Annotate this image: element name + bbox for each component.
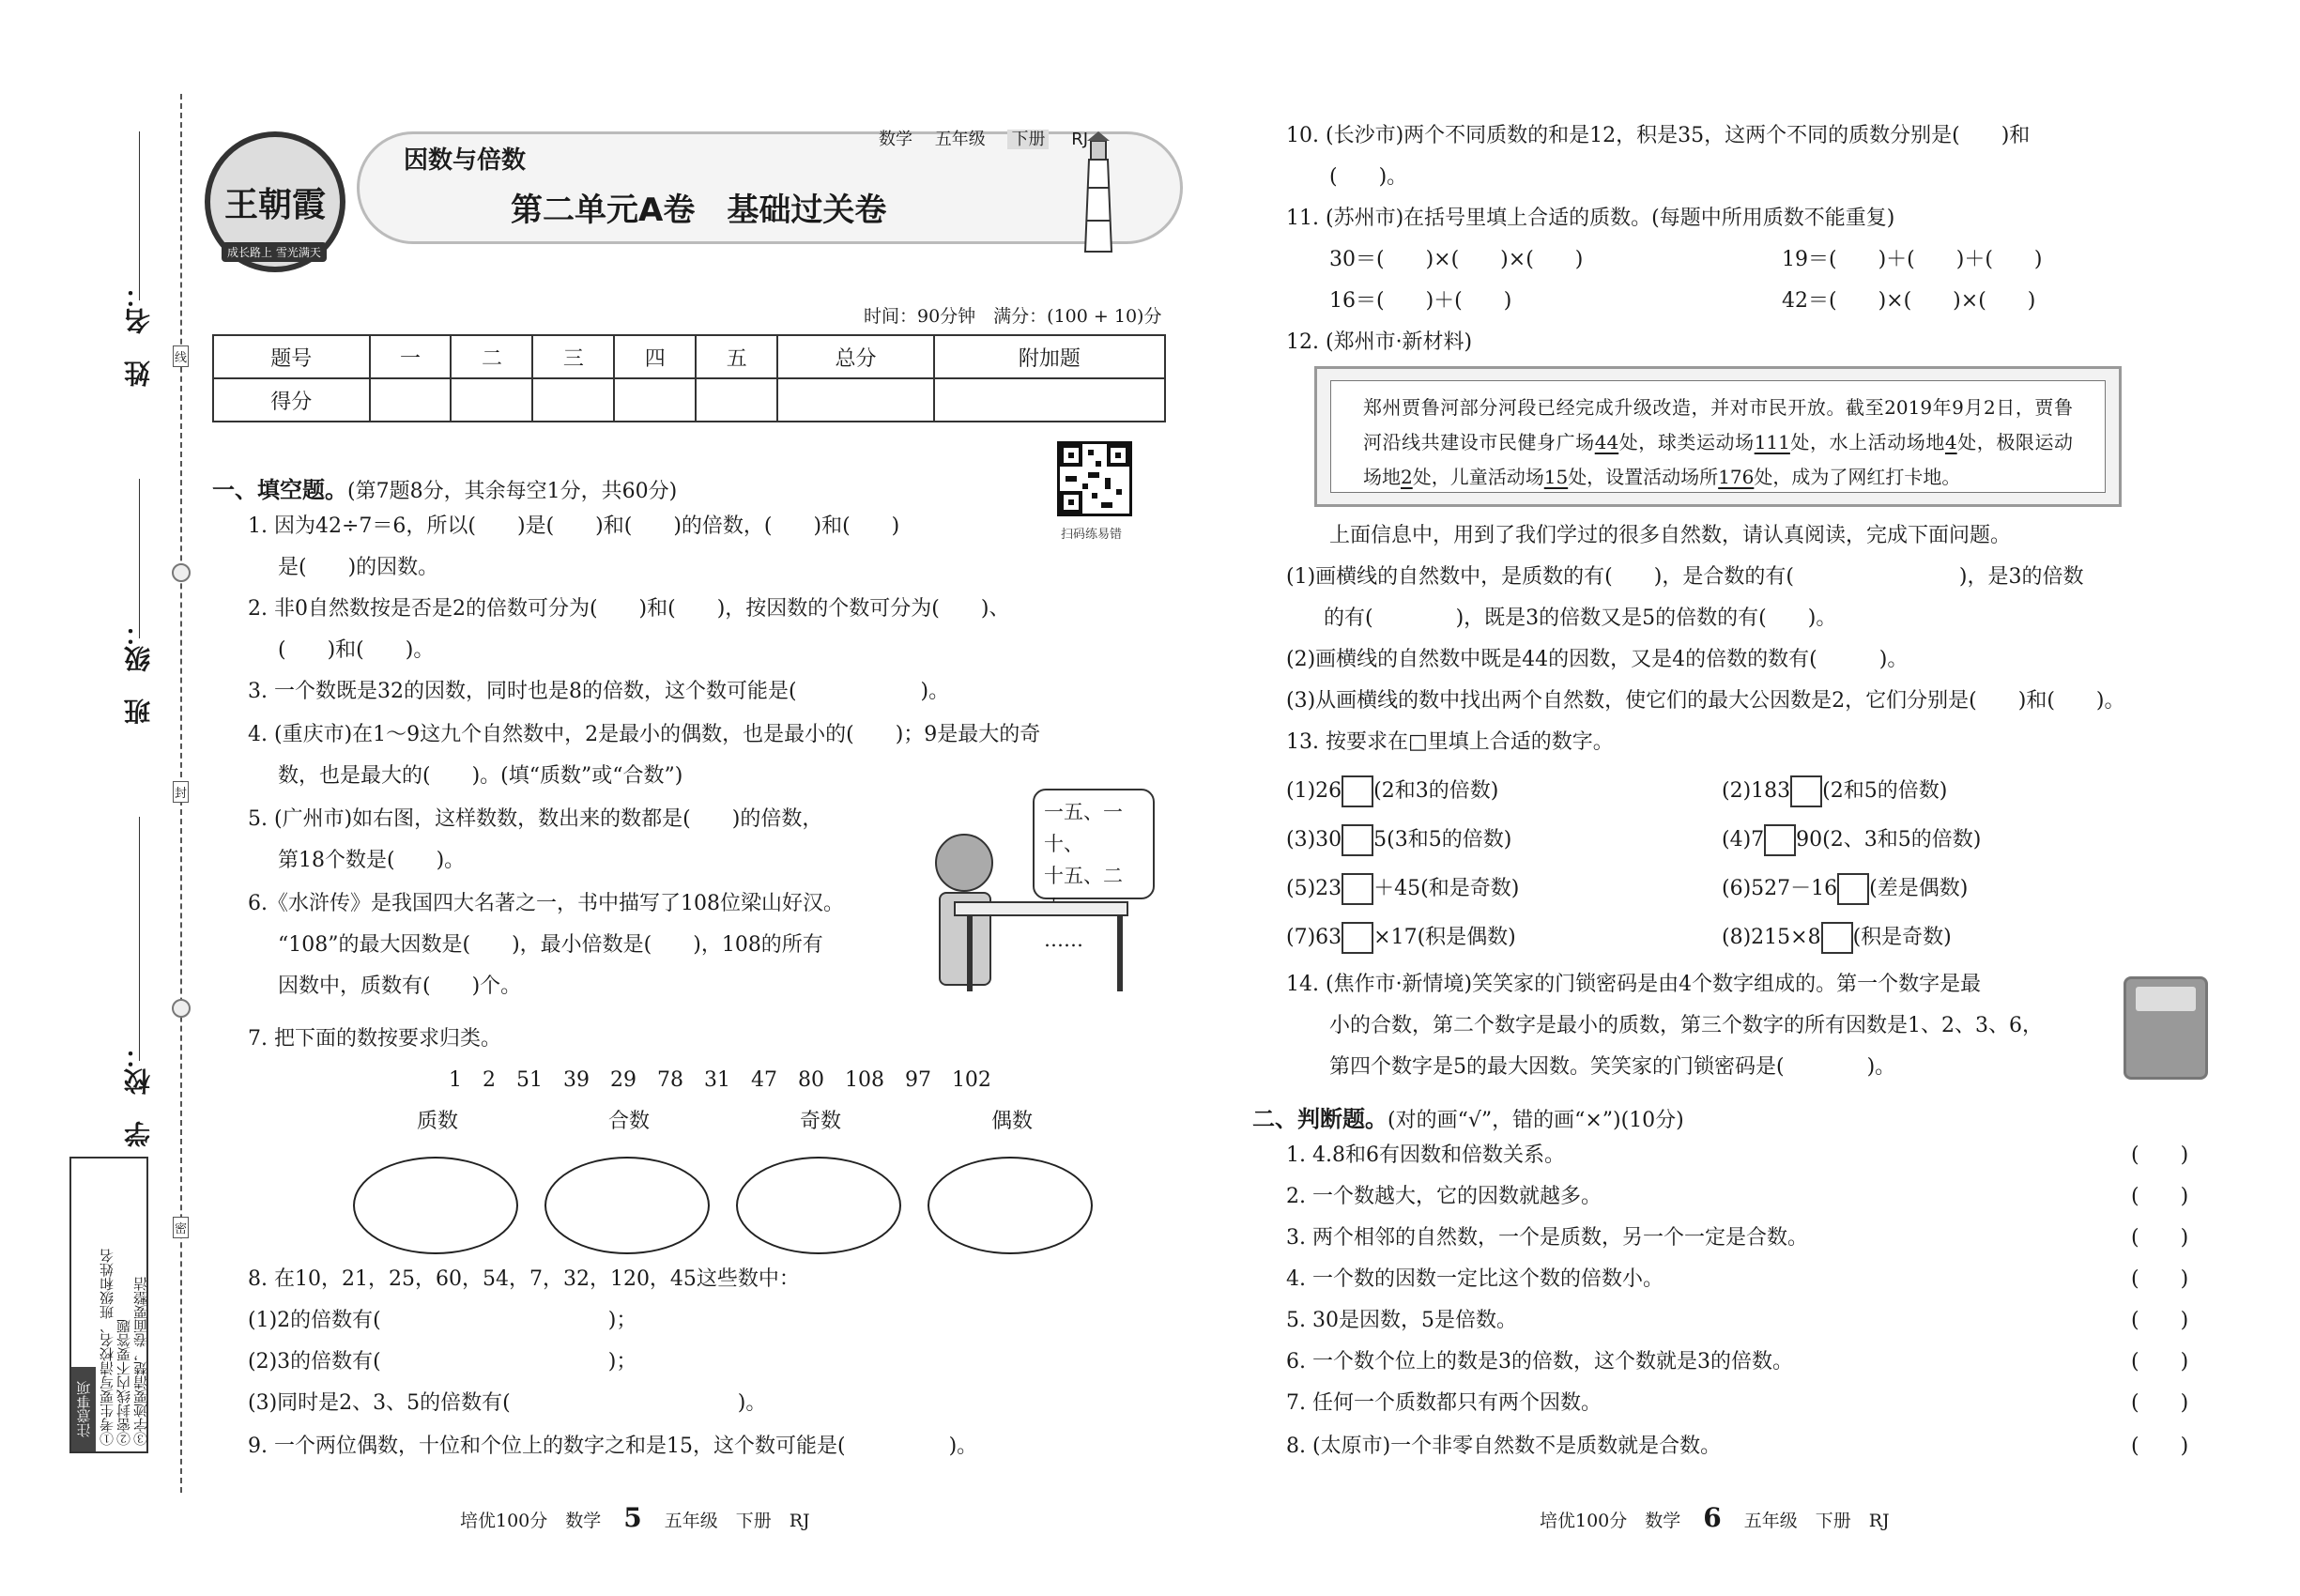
answer-paren[interactable]: ( ) <box>2131 1267 2189 1291</box>
binding-hole <box>172 563 191 582</box>
score-row-label: 得分 <box>213 378 370 422</box>
speech-line: 十五、二 <box>1044 865 1123 887</box>
judge-item: 3. 两个相邻的自然数，一个是质数，另一个一定是合数。 <box>1286 1226 1808 1250</box>
answer-paren[interactable]: ( ) <box>2131 1143 2189 1167</box>
q13-item: (3)30 5(3和5的倍数) <box>1286 824 1511 856</box>
keypad-icon <box>2124 976 2208 1080</box>
score-header-cell: 一 <box>370 335 452 378</box>
q14-line2: 小的合数，第二个数字是最小的质数，第三个数字的所有因数是1、2、3、6， <box>1329 1014 2043 1037</box>
q13-item: (5)23 ＋45(和是奇数) <box>1286 873 1519 905</box>
time-info: 时间：90分钟 满分：(100 + 10)分 <box>864 306 1162 327</box>
digit-box[interactable] <box>1342 873 1373 905</box>
q7-answer-oval[interactable] <box>736 1157 901 1254</box>
q6-line3: 因数中，质数有( )个。 <box>278 974 522 998</box>
q12-part1-line1: (1)画横线的自然数中，是质数的有( )，是合数的有( )，是3的倍数 <box>1286 565 2084 589</box>
q6-line1: 6.《水浒传》是我国四大名著之一，书中描写了108位梁山好汉。 <box>248 892 844 915</box>
speech-line: …… <box>1044 928 1083 951</box>
q7-numbers: 1 2 51 39 29 78 31 47 80 108 97 102 <box>449 1068 991 1092</box>
page-number: 5 <box>623 1502 642 1533</box>
q12: 12. (郑州市·新材料) <box>1286 330 1473 354</box>
keypad-screen-icon <box>2136 987 2196 1011</box>
q8-part2: (2)3的倍数有( )； <box>248 1350 637 1373</box>
note-item: ①考生要写清校名、班级和姓名 <box>99 1249 115 1446</box>
header-meta <box>879 126 1088 150</box>
q5-line2: 第18个数是( )。 <box>278 849 466 872</box>
q2-line2: ( )和( )。 <box>278 638 435 662</box>
underlined-number: 44 <box>1594 431 1619 453</box>
q5-line1: 5. (广州市)如右图，这样数数，数出来的数都是( )的倍数， <box>248 807 823 831</box>
class-field[interactable] <box>139 479 140 638</box>
page-title: 第二单元A卷 基础过关卷 <box>511 192 887 229</box>
footer-grade: 五年级 下册 RJ <box>1743 1511 1890 1531</box>
q7-category-label: 奇数 <box>800 1110 842 1133</box>
footer-grade: 五年级 下册 RJ <box>664 1511 810 1531</box>
q10-line2: ( )。 <box>1329 165 1408 189</box>
score-cell[interactable] <box>696 378 777 422</box>
q7-category-label: 偶数 <box>991 1110 1034 1133</box>
note-item: ③字迹要清楚，卷面要整洁 <box>132 1277 149 1446</box>
q7-category-label: 质数 <box>417 1110 459 1133</box>
q12-part2: (2)画横线的自然数中既是44的因数，又是4的倍数的数有( )。 <box>1286 648 1909 671</box>
school-field[interactable] <box>139 817 140 1061</box>
score-header-cell: 题号 <box>213 335 370 378</box>
answer-paren[interactable]: ( ) <box>2131 1185 2189 1208</box>
judge-item: 5. 30是因数，5是倍数。 <box>1286 1309 1517 1332</box>
score-cell[interactable] <box>777 378 934 422</box>
q13-item: (7)63 ×17(积是偶数) <box>1286 922 1516 954</box>
underlined-number: 4 <box>1944 431 1957 453</box>
q13: 13. 按要求在□里填上合适的数字。 <box>1286 730 1614 754</box>
score-table-score-row <box>213 378 1165 422</box>
q9: 9. 一个两位偶数，十位和个位上的数字之和是15，这个数可能是( )。 <box>248 1435 978 1458</box>
judge-item: 8. (太原市)一个非零自然数不是质数就是合数。 <box>1286 1435 1722 1458</box>
underlined-number: 111 <box>1754 431 1790 453</box>
q13-item: (2)183 (2和5的倍数) <box>1722 775 1947 807</box>
answer-paren[interactable]: ( ) <box>2131 1309 2189 1332</box>
q4-line2: 数，也是最大的( )。(填“质数”或“合数”) <box>278 764 683 788</box>
school-label: 学 校： <box>123 1042 154 1147</box>
q11-part1: 30＝( )×( )×( ) <box>1329 248 1584 271</box>
q8-part3: (3)同时是2、3、5的倍数有( )。 <box>248 1391 767 1415</box>
digit-box[interactable] <box>1764 824 1796 856</box>
answer-paren[interactable]: ( ) <box>2131 1226 2189 1250</box>
q8-part1: (1)2的倍数有( )； <box>248 1309 637 1332</box>
desk-leg-icon <box>1117 916 1123 991</box>
cut-mark-line: 线 <box>173 345 189 367</box>
judge-item: 2. 一个数越大，它的因数就越多。 <box>1286 1185 1602 1208</box>
speech-line: 一五、一十、 <box>1044 801 1123 855</box>
q12-intro: 上面信息中，用到了我们学过的很多自然数，请认真阅读，完成下面问题。 <box>1329 524 2012 547</box>
underlined-number: 176 <box>1718 466 1755 488</box>
cut-mark-close: 密 <box>173 1217 189 1238</box>
judge-item: 4. 一个数的因数一定比这个数的倍数小。 <box>1286 1267 1664 1291</box>
q12-part1-line2: 的有( )，既是3的倍数又是5的倍数的有( )。 <box>1324 606 1837 630</box>
footer-left <box>460 1502 810 1533</box>
q3: 3. 一个数既是32的因数，同时也是8的倍数，这个数可能是( )。 <box>248 680 950 703</box>
q7-category-label: 合数 <box>608 1110 651 1133</box>
digit-box[interactable] <box>1342 824 1373 856</box>
score-header-cell: 三 <box>532 335 614 378</box>
answer-paren[interactable]: ( ) <box>2131 1435 2189 1458</box>
child-counting-icon <box>935 834 993 892</box>
section1-title: 一、填空题。(第7题8分，其余每空1分，共60分) <box>212 477 678 503</box>
q6-line2: “108”的最大因数是( )，最小倍数是( )，108的所有 <box>278 933 823 957</box>
class-label: 班 级： <box>123 620 154 725</box>
underlined-number: 15 <box>1543 466 1569 488</box>
q13-item: (1)26 (2和3的倍数) <box>1286 775 1498 807</box>
score-cell[interactable] <box>934 378 1165 422</box>
score-header-cell: 五 <box>696 335 777 378</box>
desk-leg-icon <box>967 916 973 991</box>
q7-answer-oval[interactable] <box>928 1157 1093 1254</box>
digit-box[interactable] <box>1837 873 1869 905</box>
q11-part2: 19＝( )＋( )＋( ) <box>1782 248 2043 271</box>
q13-item: (4)7 90(2、3和5的倍数) <box>1722 824 1981 856</box>
meta-grade: 五年级 <box>934 130 986 149</box>
meta-term: 下册 <box>1007 130 1049 149</box>
page-number: 6 <box>1703 1502 1722 1533</box>
digit-box[interactable] <box>1342 775 1373 807</box>
q11-part4: 42＝( )×( )×( ) <box>1782 289 2036 313</box>
binding-hole <box>172 999 191 1018</box>
score-cell[interactable] <box>532 378 614 422</box>
q7: 7. 把下面的数按要求归类。 <box>248 1027 501 1051</box>
q14-line3: 第四个数字是5的最大因数。笑笑家的门锁密码是( )。 <box>1329 1055 1896 1079</box>
digit-box[interactable] <box>1790 775 1822 807</box>
q13-item: (8)215×8 (积是奇数) <box>1722 922 1952 954</box>
score-header-cell: 总分 <box>777 335 934 378</box>
footer-brand: 培优100分 数学 <box>460 1511 602 1531</box>
digit-box[interactable] <box>1342 922 1373 954</box>
score-table-header-row <box>213 335 1165 378</box>
q4-line1: 4. (重庆市)在1～9这九个自然数中，2是最小的偶数，也是最小的( )；9是最大的奇 <box>248 723 1041 746</box>
judge-item: 7. 任何一个质数都只有两个因数。 <box>1286 1391 1602 1415</box>
score-header-cell: 二 <box>451 335 532 378</box>
note-item: ②密封线内不要答题 <box>115 1319 132 1446</box>
underlined-number: 2 <box>1401 466 1413 488</box>
q11: 11. (苏州市)在括号里填上合适的质数。(每题中所用质数不能重复) <box>1286 207 1895 230</box>
meta-subject: 数学 <box>879 130 912 149</box>
judge-item: 6. 一个数个位上的数是3的倍数，这个数就是3的倍数。 <box>1286 1350 1793 1373</box>
qr-caption: 扫码练易错 <box>1061 528 1123 542</box>
score-cell[interactable] <box>370 378 452 422</box>
score-cell[interactable] <box>614 378 696 422</box>
cut-mark-seal: 封 <box>173 781 189 803</box>
footer-brand: 培优100分 数学 <box>1540 1511 1681 1531</box>
info-text: 郑州贾鲁河部分河段已经完成升级改造，并对市民开放。截至2019年9月2日，贾鲁河沿线共建设市民健身广场44处，球类运动场111处，水上活动场地4处，极限运动场地2处，儿童活动场15处，设置活动场所176处，成为了网红打卡地。 <box>1330 380 2106 493</box>
logo-slogan: 成长路上 雪光满天 <box>222 242 327 262</box>
judge-item: 1. 4.8和6有因数和倍数关系。 <box>1286 1143 1565 1167</box>
unit-topic: 因数与倍数 <box>404 146 527 175</box>
brand-logo: 王朝霞 <box>205 131 345 272</box>
name-field[interactable] <box>139 131 140 300</box>
desk-icon <box>954 901 1128 916</box>
q10-line1: 10. (长沙市)两个不同质数的和是12，积是35，这两个不同的质数分别是( )和 <box>1286 124 2031 147</box>
digit-box[interactable] <box>1821 922 1853 954</box>
name-label: 姓 名： <box>123 282 154 387</box>
q2-line1: 2. 非0自然数按是否是2的倍数可分为( )和( )，按因数的个数可分为( )、 <box>248 597 1010 621</box>
answer-paren[interactable]: ( ) <box>2131 1391 2189 1415</box>
score-cell[interactable] <box>451 378 532 422</box>
q1-line2: 是( )的因数。 <box>278 556 439 579</box>
q8: 8. 在10，21，25，60，54，7，32，120，45这些数中： <box>248 1267 800 1291</box>
q12-part3: (3)从画横线的数中找出两个自然数，使它们的最大公因数是2，它们分别是( )和( )。 <box>1286 689 2125 713</box>
speech-bubble <box>1033 789 1155 951</box>
info-box <box>1314 366 2122 507</box>
q13-item: (6)527－16 (差是偶数) <box>1722 873 1968 905</box>
q11-part3: 16＝( )＋( ) <box>1329 289 1512 313</box>
q1-line1: 1. 因为42÷7＝6，所以( )是( )和( )的倍数，( )和( ) <box>248 514 900 538</box>
notes-title: 注意事项 <box>71 1367 96 1451</box>
score-header-cell: 附加题 <box>934 335 1165 378</box>
qr-code-icon[interactable] <box>1057 441 1132 516</box>
q7-answer-oval[interactable] <box>544 1157 710 1254</box>
notes-box <box>69 1157 148 1453</box>
q14-line1: 14. (焦作市·新情境)笑笑家的门锁密码是由4个数字组成的。第一个数字是最 <box>1286 973 1982 996</box>
score-table <box>212 334 1166 422</box>
footer-right <box>1540 1502 1890 1533</box>
lighthouse-icon <box>1080 131 1117 253</box>
answer-paren[interactable]: ( ) <box>2131 1350 2189 1373</box>
section2-title: 二、判断题。(对的画“√”，错的画“×”)(10分) <box>1252 1106 1684 1132</box>
score-header-cell: 四 <box>614 335 696 378</box>
q7-answer-oval[interactable] <box>353 1157 518 1254</box>
meta-edition: RJ <box>1071 130 1089 149</box>
